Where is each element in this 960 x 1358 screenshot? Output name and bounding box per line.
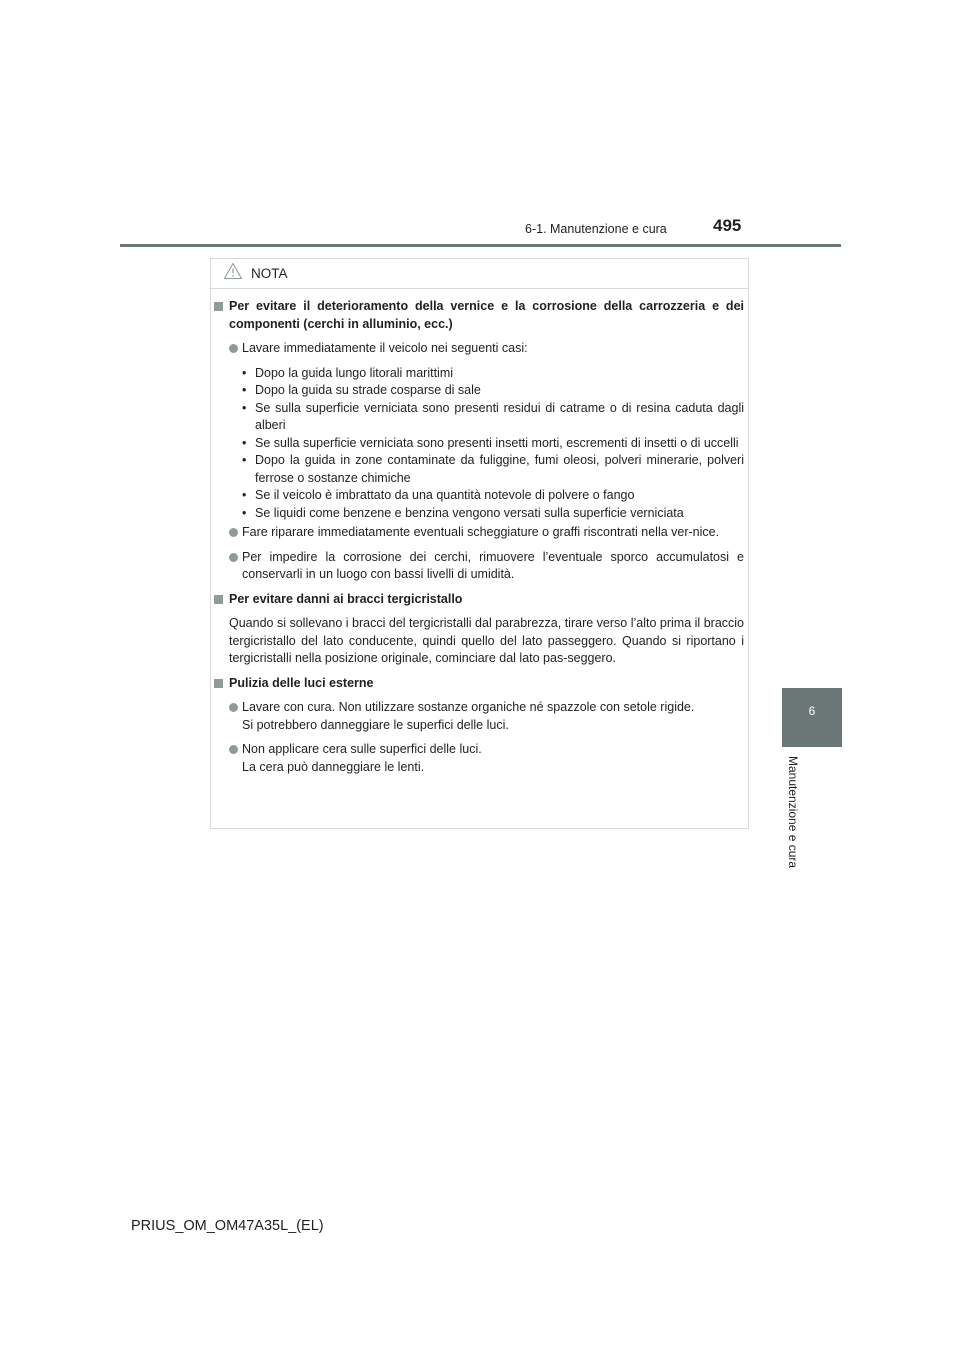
sub-list-item: • Dopo la guida lungo litorali marittimi <box>242 365 454 380</box>
square-bullet-icon <box>214 595 223 604</box>
sub-list-item: • Dopo la guida in zone contaminate da fuliggine, fumi oleosi, polveri minerarie, polveri ferrose o sostanze chimiche <box>242 453 744 485</box>
chapter-tab <box>782 688 842 747</box>
note-title: NOTA <box>251 265 288 281</box>
warning-triangle-icon <box>223 262 243 285</box>
list-item-text: La cera può danneggiare le lenti. <box>242 759 425 774</box>
list-item-text: Per impedire la corrosione dei cerchi, rimuovere l’eventuale sporco accumulatosi e conservarli in un luogo con bassi livelli di umidità. <box>242 549 744 581</box>
page-number: 495 <box>713 216 742 235</box>
list-item <box>229 741 744 776</box>
list-item-text: Fare riparare immediatamente eventuali scheggiature o graffi riscontrati nella ver-nice. <box>242 525 720 539</box>
list-item <box>229 549 744 584</box>
section-heading: Per evitare il deterioramento della vernice e la corrosione della carrozzeria e dei componenti (cerchi in alluminio, ecc.) <box>229 299 744 331</box>
square-bullet-icon <box>214 302 223 311</box>
circle-bullet-icon <box>229 745 238 754</box>
circle-bullet-icon <box>229 703 238 712</box>
note-header <box>223 262 288 284</box>
section-paragraph: Quando si sollevano i bracci del tergicristalli dal parabrezza, tirare verso l’alto prima il braccio tergicristallo del lato conducente, quindi quello del lato passeggero. Quando si riportano i tergicristalli nella posizione originale, cominciare dal lato pas-seggero. <box>229 616 744 665</box>
chapter-label: Manutenzione e cura <box>786 756 800 869</box>
sub-list <box>229 365 744 523</box>
square-bullet-icon <box>214 679 223 688</box>
section-luci-esterne <box>214 675 744 777</box>
sub-list-item: • Se sulla superficie verniciata sono presenti insetti morti, escrementi di insetti o di uccelli <box>242 435 739 450</box>
list-item-text: Si potrebbero danneggiare le superfici delle luci. <box>242 717 509 732</box>
list-item <box>229 524 744 542</box>
list-item <box>229 699 744 734</box>
list-item-text: Non applicare cera sulle superfici delle luci. <box>242 742 482 756</box>
sub-list-item: • Dopo la guida su strade cosparse di sale <box>242 383 481 397</box>
section-vernice <box>214 298 744 584</box>
note-content <box>214 298 744 783</box>
circle-bullet-icon <box>229 528 238 537</box>
list-item-text: Lavare con cura. Non utilizzare sostanze organiche né spazzole con setole rigide. <box>242 700 695 714</box>
section-tergicristallo <box>214 591 744 668</box>
sub-list-item: • Se sulla superficie verniciata sono presenti residui di catrame o di resina caduta dagli alberi <box>242 400 744 432</box>
section-title: 6-1. Manutenzione e cura <box>525 222 667 236</box>
circle-bullet-icon <box>229 344 238 353</box>
note-divider <box>211 288 748 289</box>
document-code: PRIUS_OM_OM47A35L_(EL) <box>131 1218 324 1234</box>
chapter-number: 6 <box>808 704 816 718</box>
sub-list-item: • Se liquidi come benzene e benzina vengono versati sulla superficie verniciata <box>242 505 684 520</box>
section-heading: Pulizia delle luci esterne <box>229 675 374 690</box>
header-divider <box>120 244 841 247</box>
list-item-text: Lavare immediatamente il veicolo nei seguenti casi: <box>242 341 528 355</box>
sub-list-item: • Se il veicolo è imbrattato da una quantità notevole di polvere o fango <box>242 488 635 502</box>
section-heading: Per evitare danni ai bracci tergicristallo <box>229 591 463 606</box>
circle-bullet-icon <box>229 553 238 562</box>
list-item <box>229 340 744 358</box>
